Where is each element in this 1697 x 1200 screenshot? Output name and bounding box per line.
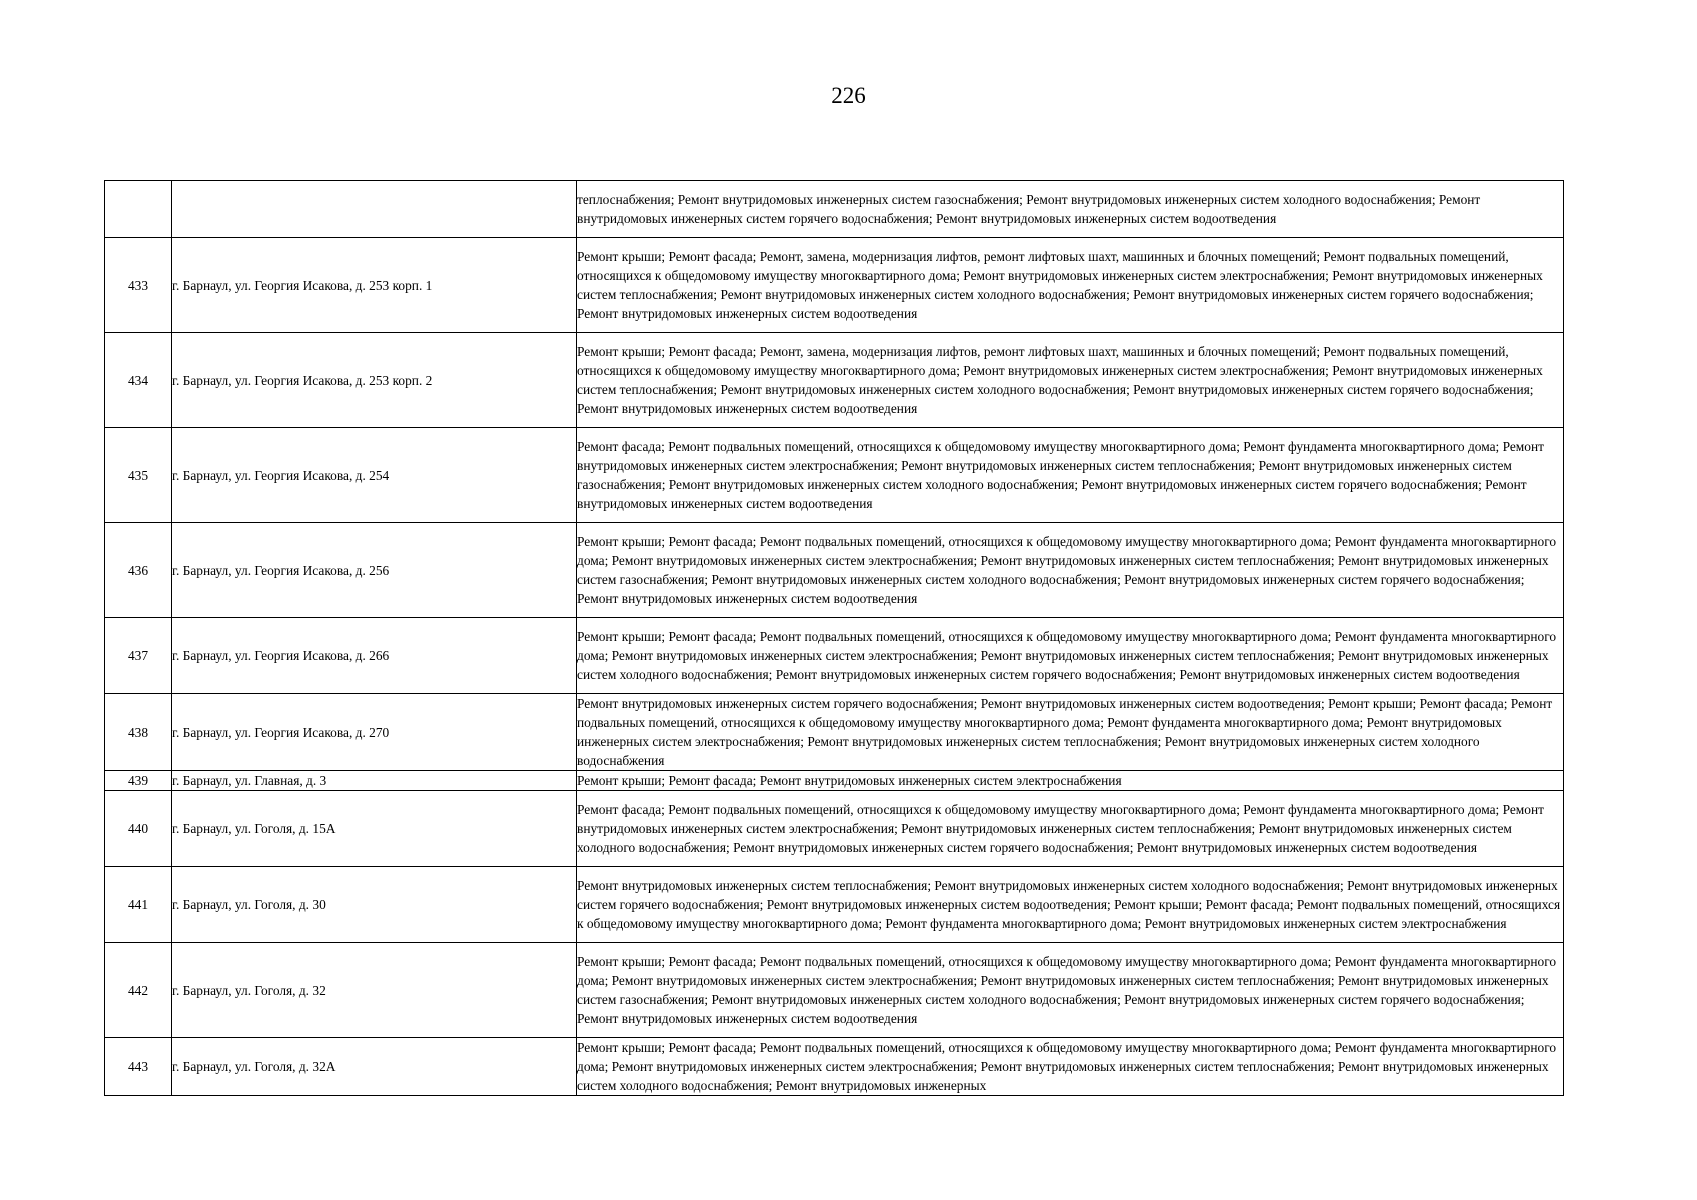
table-row [105,333,1564,428]
table-row [105,771,1564,791]
table-row [105,428,1564,523]
address-cell: г. Барнаул, ул. Главная, д. 3 [172,771,577,791]
address-cell: г. Барнаул, ул. Гоголя, д. 30 [172,867,577,943]
works-cell [577,943,1564,1038]
works-cell [577,694,1564,771]
page-number: 226 [831,83,866,108]
row-number-cell: 443 [105,1038,172,1096]
row-number-cell: 434 [105,333,172,428]
works-text: Ремонт крыши; Ремонт фасада; Ремонт подвальных помещений, относящихся к общедомовому имуществу многоквартирного дома; Ремонт фундамента многоквартирного дома; Ремонт внутридомовых инженерных систем электроснабжения; Ремонт внутридомовых инженерных систем теплоснабжения; Ремонт внутридомовых инженерных систем газоснабжения; Ремонт внутридомовых инженерных систем холодного водоснабжения; Ремонт внутридомовых инженерных систем горячего водоснабжения; Ремонт внутридомовых инженерных систем водоотведения [577,534,1557,606]
table-row [105,1038,1564,1096]
row-number-cell [105,181,172,238]
table-row [105,694,1564,771]
works-text: Ремонт внутридомовых инженерных систем горячего водоснабжения; Ремонт внутридомовых инженерных систем водоотведения; Ремонт крыши; Ремонт фасада; Ремонт подвальных помещений, относящихся к общедомовому имуществу многоквартирного дома; Ремонт фундамента многоквартирного дома; Ремонт внутридомовых инженерных систем электроснабжения; Ремонт внутридомовых инженерных систем теплоснабжения; Ремонт внутридомовых инженерных систем холодного водоснабжения [577,696,1553,768]
address-cell: г. Барнаул, ул. Георгия Исакова, д. 253 корп. 1 [172,238,577,333]
works-cell [577,238,1564,333]
works-text: Ремонт крыши; Ремонт фасада; Ремонт подвальных помещений, относящихся к общедомовому имуществу многоквартирного дома; Ремонт фундамента многоквартирного дома; Ремонт внутридомовых инженерных систем электроснабжения; Ремонт внутридомовых инженерных систем теплоснабжения; Ремонт внутридомовых инженерных систем холодного водоснабжения; Ремонт внутридомовых инженерных [577,1040,1557,1093]
works-text: теплоснабжения; Ремонт внутридомовых инженерных систем газоснабжения; Ремонт внутридомовых инженерных систем холодного водоснабжения; Ремонт внутридомовых инженерных систем горячего водоснабжения; Ремонт внутридомовых инженерных систем водоотведения [577,192,1481,226]
works-text: Ремонт фасада; Ремонт подвальных помещений, относящихся к общедомовому имуществу многоквартирного дома; Ремонт фундамента многоквартирного дома; Ремонт внутридомовых инженерных систем электроснабжения; Ремонт внутридомовых инженерных систем теплоснабжения; Ремонт внутридомовых инженерных систем холодного водоснабжения; Ремонт внутридомовых инженерных систем горячего водоснабжения; Ремонт внутридомовых инженерных систем водоотведения [577,802,1544,855]
row-number-cell: 439 [105,771,172,791]
works-cell [577,618,1564,694]
table-row [105,943,1564,1038]
works-text: Ремонт крыши; Ремонт фасада; Ремонт подвальных помещений, относящихся к общедомовому имуществу многоквартирного дома; Ремонт фундамента многоквартирного дома; Ремонт внутридомовых инженерных систем электроснабжения; Ремонт внутридомовых инженерных систем теплоснабжения; Ремонт внутридомовых инженерных систем газоснабжения; Ремонт внутридомовых инженерных систем холодного водоснабжения; Ремонт внутридомовых инженерных систем горячего водоснабжения; Ремонт внутридомовых инженерных систем водоотведения [577,954,1557,1026]
address-cell: г. Барнаул, ул. Георгия Исакова, д. 266 [172,618,577,694]
works-cell [577,1038,1564,1096]
table-row [105,618,1564,694]
address-cell: г. Барнаул, ул. Гоголя, д. 15А [172,791,577,867]
row-number-cell: 436 [105,523,172,618]
address-cell [172,181,577,238]
works-cell [577,523,1564,618]
address-cell: г. Барнаул, ул. Гоголя, д. 32 [172,943,577,1038]
row-number-cell: 435 [105,428,172,523]
building-works-table [104,180,1564,1096]
works-text: Ремонт крыши; Ремонт фасада; Ремонт подвальных помещений, относящихся к общедомовому имуществу многоквартирного дома; Ремонт фундамента многоквартирного дома; Ремонт внутридомовых инженерных систем электроснабжения; Ремонт внутридомовых инженерных систем теплоснабжения; Ремонт внутридомовых инженерных систем холодного водоснабжения; Ремонт внутридомовых инженерных систем горячего водоснабжения; Ремонт внутридомовых инженерных систем водоотведения [577,629,1557,682]
works-cell [577,333,1564,428]
address-cell: г. Барнаул, ул. Георгия Исакова, д. 270 [172,694,577,771]
row-number-cell: 441 [105,867,172,943]
address-cell: г. Барнаул, ул. Георгия Исакова, д. 253 корп. 2 [172,333,577,428]
row-number-cell: 433 [105,238,172,333]
table-row [105,791,1564,867]
row-number-cell: 437 [105,618,172,694]
table-row [105,867,1564,943]
table-row [105,238,1564,333]
works-cell [577,771,1564,791]
works-text: Ремонт крыши; Ремонт фасада; Ремонт, замена, модернизация лифтов, ремонт лифтовых шахт, машинных и блочных помещений; Ремонт подвальных помещений, относящихся к общедомовому имуществу многоквартирного дома; Ремонт внутридомовых инженерных систем электроснабжения; Ремонт внутридомовых инженерных систем теплоснабжения; Ремонт внутридомовых инженерных систем холодного водоснабжения; Ремонт внутридомовых инженерных систем горячего водоснабжения; Ремонт внутридомовых инженерных систем водоотведения [577,344,1543,416]
row-number-cell: 442 [105,943,172,1038]
row-number-cell: 440 [105,791,172,867]
works-cell [577,791,1564,867]
works-text: Ремонт крыши; Ремонт фасада; Ремонт, замена, модернизация лифтов, ремонт лифтовых шахт, машинных и блочных помещений; Ремонт подвальных помещений, относящихся к общедомовому имуществу многоквартирного дома; Ремонт внутридомовых инженерных систем электроснабжения; Ремонт внутридомовых инженерных систем теплоснабжения; Ремонт внутридомовых инженерных систем холодного водоснабжения; Ремонт внутридомовых инженерных систем горячего водоснабжения; Ремонт внутридомовых инженерных систем водоотведения [577,249,1543,321]
works-cell [577,867,1564,943]
works-text: Ремонт внутридомовых инженерных систем теплоснабжения; Ремонт внутридомовых инженерных систем холодного водоснабжения; Ремонт внутридомовых инженерных систем горячего водоснабжения; Ремонт внутридомовых инженерных систем водоотведения; Ремонт крыши; Ремонт фасада; Ремонт подвальных помещений, относящихся к общедомовому имуществу многоквартирного дома; Ремонт фундамента многоквартирного дома; Ремонт внутридомовых инженерных систем электроснабжения [577,878,1561,931]
table-row [105,181,1564,238]
works-text: Ремонт крыши; Ремонт фасада; Ремонт внутридомовых инженерных систем электроснабжения [577,773,1122,788]
address-cell: г. Барнаул, ул. Гоголя, д. 32А [172,1038,577,1096]
address-cell: г. Барнаул, ул. Георгия Исакова, д. 256 [172,523,577,618]
row-number-cell: 438 [105,694,172,771]
works-text: Ремонт фасада; Ремонт подвальных помещений, относящихся к общедомовому имуществу многоквартирного дома; Ремонт фундамента многоквартирного дома; Ремонт внутридомовых инженерных систем электроснабжения; Ремонт внутридомовых инженерных систем теплоснабжения; Ремонт внутридомовых инженерных систем газоснабжения; Ремонт внутридомовых инженерных систем холодного водоснабжения; Ремонт внутридомовых инженерных систем горячего водоснабжения; Ремонт внутридомовых инженерных систем водоотведения [577,439,1544,511]
table-row [105,523,1564,618]
works-cell [577,428,1564,523]
address-cell: г. Барнаул, ул. Георгия Исакова, д. 254 [172,428,577,523]
works-cell [577,181,1564,238]
